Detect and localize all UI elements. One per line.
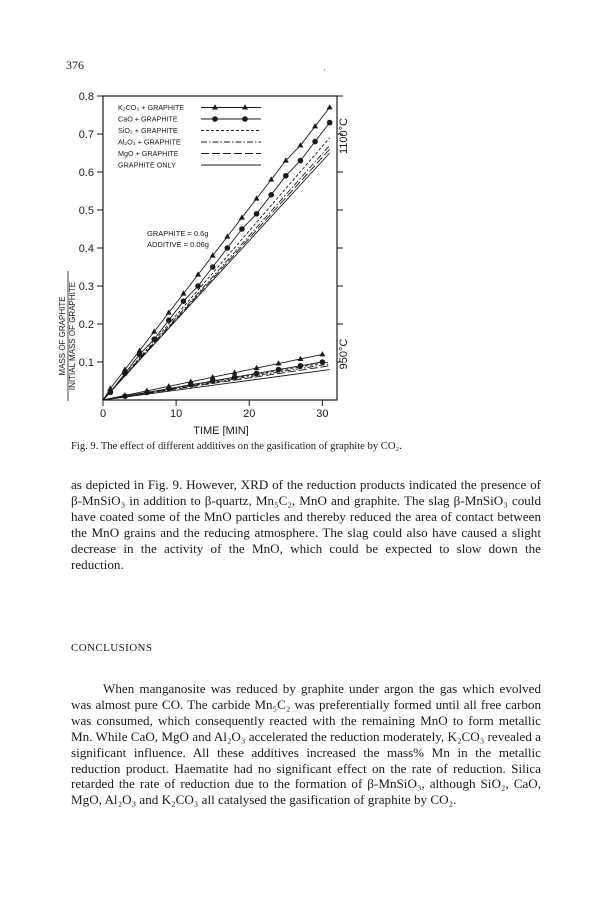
section-heading: CONCLUSIONS <box>71 642 153 654</box>
y-tick-label: 0.6 <box>78 167 94 179</box>
x-tick-label: 20 <box>243 408 256 420</box>
circle-marker <box>298 158 304 164</box>
legend-label: CaO + GRAPHITE <box>118 114 178 124</box>
chart-legend <box>118 103 261 170</box>
circle-marker <box>312 139 318 145</box>
circle-marker <box>195 283 201 289</box>
temp-label-950: 950°C <box>338 338 350 370</box>
circle-marker <box>242 116 248 122</box>
circle-marker <box>181 298 187 304</box>
circle-marker <box>212 116 218 122</box>
body-paragraph-2: When manganosite was reduced by graphite under argon the gas which evolved was almost pure CO. The carbide Mn₅C₂ was preferentially formed until all free carbon was consumed, which consequently reacted with the remaining MnO to form metallic Mn. While CaO, MgO and Al₂O₃ accelerated the reduction moderately, K₂CO₃ revealed a significant influence. All these additives increased the mass% Mn in the metallic reduction product. Haematite had no significant effect on the rate of reduction. Silica retarded the rate of reduction due to the formation of β-MnSiO₃, although SiO₂, CaO, MgO, Al₂O₃ and K₂CO₃ all catalysed the gasification of graphite by CO₂. <box>71 681 541 808</box>
page-number: 376 <box>66 58 84 72</box>
circle-marker <box>276 367 282 373</box>
legend-label: Al₂O₃ + GRAPHITE <box>118 137 181 147</box>
y-tick-label: 0.1 <box>78 357 94 369</box>
series <box>103 138 330 400</box>
y-tick-label: 0.4 <box>78 243 94 255</box>
series-line <box>103 370 330 400</box>
triangle-marker <box>242 104 248 109</box>
y-tick-label: 0.8 <box>78 91 94 103</box>
y-tick-label: 0.2 <box>78 319 94 331</box>
x-tick-label: 30 <box>316 408 329 420</box>
legend-label: GRAPHITE ONLY <box>118 160 176 170</box>
circle-marker <box>166 317 172 323</box>
ylabel-line2: INITIAL MASS OF GRAPHITE <box>68 281 77 391</box>
annotation-graphite: GRAPHITE = 0.6g <box>147 229 209 238</box>
series <box>103 366 330 400</box>
ylabel-line1: MASS OF GRAPHITE <box>58 296 67 376</box>
figure-caption: Fig. 9. The effect of different additives on the gasification of graphite by CO₂. <box>71 441 402 452</box>
legend-label: MgO + GRAPHITE <box>118 149 179 158</box>
y-tick-label: 0.7 <box>78 129 94 141</box>
triangle-marker <box>327 104 333 109</box>
circle-marker <box>283 173 289 179</box>
body-paragraph-1: as depicted in Fig. 9. However, XRD of the reduction products indicated the presence of β-MnSiO₃ in addition to β-quartz, Mn₅C₂, MnO and graphite. The slag β-MnSiO₃ could have coated some of the MnO particles and thereby reduced the area of contact between the MnO grains and the reducing atmosphere. The slag could also have caused a slight decrease in the activity of the MnO, which could be expected to slow down the reduction. <box>71 477 541 572</box>
x-axis-label: TIME [MIN] <box>193 425 249 436</box>
page-mark: · <box>323 65 326 75</box>
series-line <box>103 366 330 400</box>
circle-marker <box>225 245 231 251</box>
triangle-marker <box>319 351 325 356</box>
circle-marker <box>298 363 304 369</box>
gasification-chart <box>55 86 385 436</box>
x-tick-label: 10 <box>170 408 183 420</box>
x-tick-label: 0 <box>99 408 107 420</box>
series <box>103 153 330 400</box>
legend-label: SiO₂ + GRAPHITE <box>118 126 178 135</box>
circle-marker <box>327 120 333 126</box>
y-tick-label: 0.5 <box>78 205 94 217</box>
circle-marker <box>210 264 216 270</box>
series-line <box>103 153 330 400</box>
circle-marker <box>254 371 260 377</box>
temp-label-1100: 1100°C <box>338 118 350 154</box>
triangle-marker <box>212 104 218 109</box>
annotation-additive: ADDITIVE = 0.06g <box>147 240 209 249</box>
circle-marker <box>268 192 274 198</box>
legend-label: K₂CO₃ + GRAPHITE <box>118 103 185 112</box>
series-line <box>103 138 330 400</box>
series <box>103 370 330 400</box>
circle-marker <box>254 211 260 217</box>
series <box>103 359 325 400</box>
circle-marker <box>239 226 245 232</box>
y-tick-label: 0.3 <box>78 281 94 293</box>
